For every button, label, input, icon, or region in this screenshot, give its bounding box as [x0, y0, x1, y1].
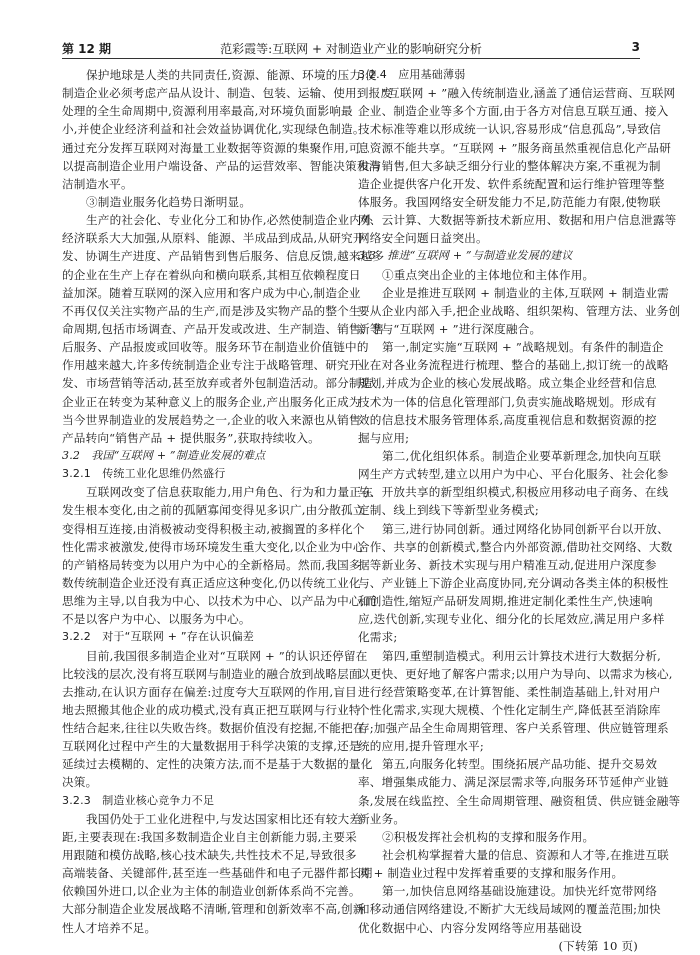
- line-text: “互联网 + ”融入传统制造业,涵盖了通信运营商、互联网: [382, 86, 676, 101]
- line-text: 与、产业链上下游企业高度协同,充分调动各类主体的积极性: [358, 575, 669, 590]
- line-text: 保护地球是人类的共同责任,资源、能源、环境的压力,使: [86, 68, 377, 82]
- line-text: 造企业提供客户化开发、软件系统配置和运行维护管理等整: [358, 176, 665, 191]
- text-line: [62, 610, 342, 628]
- text-line: [62, 302, 361, 320]
- text-line: [62, 139, 361, 157]
- text-line: [62, 574, 361, 592]
- line-text: 和移动通信网络建设,不断扩大无线局域网的覆盖范围;加快: [358, 902, 661, 917]
- line-text: 网 + 制造业过程中发挥着重要的支撑和服务作用。: [358, 866, 624, 881]
- issue-label: 第 12 期: [62, 42, 112, 56]
- line-text: 网、云计算、大数据等新技术新应用、数据和用户信息泄露等: [358, 213, 677, 228]
- line-text: 思维为主导,以自我为中心、以技术为中心、以产品为中心,而: [62, 594, 377, 609]
- line-text: 用跟随和模仿战略,核心技术缺失,共性技术不足,导致很多: [62, 848, 357, 863]
- text-line: [358, 211, 677, 229]
- line-text: 经济联系大大加强,从原料、能源、半成品到成品,从研究开: [62, 231, 365, 246]
- line-text: 比较浅的层次,没有将互联网与制造业的融合放到战略层面: [62, 666, 361, 681]
- text-line: [62, 520, 365, 538]
- line-text: 企业正在转变为某种意义上的服务企业,产出服务化正成为: [62, 394, 361, 409]
- text-line: [358, 520, 669, 538]
- line-text: 以提高制造企业用户端设备、产品的运营效率、智能决策和清: [62, 158, 381, 173]
- line-text: 条,发展在线监控、全生命周期管理、融资租赁、供应链金融等: [358, 793, 681, 808]
- text-line: [62, 701, 361, 719]
- line-text: 第三,进行协同创新。通过网络化协同创新平台以开放、: [382, 521, 669, 536]
- line-text: 小,并使企业经济利益和社会效益协调优化,实现绿色制造。: [62, 122, 365, 137]
- text-line: [358, 755, 658, 773]
- line-text: 社会机构掌握着大量的信息、资源和人才等,在推进互联: [382, 848, 669, 863]
- text-line: [62, 84, 393, 102]
- line-text: 互联网改变了信息获取能力,用户角色、行为和力量正在: [86, 485, 373, 500]
- line-text: 据等新业务、新技术实现与用户精准互动,促进用户深度参: [358, 557, 657, 572]
- line-text: 发生根本变化,由之前的孤陋寡闻变得见多识广,由分散孤立: [62, 503, 365, 518]
- text-line: [62, 211, 373, 229]
- text-line: [62, 120, 365, 138]
- line-text: 的产销格局转变为以用户为中心的全新格局。然而,我国多: [62, 557, 361, 572]
- line-text: 化需求;: [358, 630, 398, 645]
- line-text: 存;加强产品全生命周期管理、客户关系管理、供应链管理系: [358, 721, 669, 736]
- text-line: [358, 882, 658, 900]
- line-text: 3.2.1 传统工业化思维仍然盛行: [62, 467, 226, 481]
- line-text: 业在对各业务流程进行梳理、整合的基础上,拟订统一的战略: [358, 358, 669, 373]
- line-text: 性人才培养不足。: [62, 920, 157, 935]
- text-line: [358, 628, 638, 646]
- line-text: 互联网化过程中产生的大量数据用于科学决策的支撑,还是: [62, 739, 361, 754]
- line-text: 高端装备、关键部件,甚至连一些基础件和电子元器件都长期: [62, 866, 373, 881]
- text-line: [62, 810, 362, 828]
- text-line: [358, 556, 657, 574]
- text-line: [358, 302, 681, 320]
- line-text: 3.2.4 应用基础薄弱: [358, 68, 466, 81]
- line-text: 企业是推进互联网 + 制造业的主体,互联网 + 制造业需: [382, 285, 669, 300]
- line-text: 定制、线上到线下等新型业务模式;: [358, 503, 540, 518]
- right-column: [358, 66, 681, 955]
- text-line: [62, 284, 361, 302]
- line-text: 企业、制造企业等多个方面,由于各方对信息互联互通、接入: [358, 104, 669, 119]
- line-text: 第一,制定实施“互联网 + ”战略规划。有条件的制造企: [382, 340, 664, 355]
- text-line: [358, 320, 638, 338]
- text-line: [358, 338, 664, 356]
- text-line: [358, 447, 662, 465]
- line-text: 合作、共享的创新模式,整合内外部资源,借助社交网络、大数: [358, 539, 673, 554]
- line-text: 益加深。随着互联网的深入应用和客户成为中心,制造企业: [62, 285, 361, 300]
- line-text: 洁制造水平。: [62, 176, 133, 191]
- line-text: 决策。: [62, 775, 98, 790]
- line-text: 第四,重塑制造模式。利用云计算技术进行大数据分析,: [382, 648, 662, 663]
- subsection-heading: [62, 465, 342, 483]
- line-text: 命周期,包括市场调查、产品开发或改进、生产制造、销售、售: [62, 321, 385, 336]
- line-text: 延续过去模糊的、定性的决策方法,而不是基于大数据的量化: [62, 757, 373, 772]
- text-line: [62, 374, 373, 392]
- running-title: 范彩霞等:互联网 + 对制造业产业的影响研究分析: [220, 42, 482, 56]
- line-text: 新等与“互联网 + ”进行深度融合。: [358, 321, 542, 336]
- text-line: [358, 737, 638, 755]
- line-text: 制造企业必须考虑产品从设计、制造、包装、运输、使用到报废: [62, 86, 393, 101]
- line-text: 效的信息技术服务管理体系,高度重视信息和数据资源的挖: [358, 412, 657, 427]
- text-line: [358, 483, 669, 501]
- line-text: 第二,优化组织体系。制造企业要革新理念,加快向互联: [382, 448, 662, 463]
- text-line: [358, 919, 638, 953]
- line-text: 网生产方式转型,建立以用户为中心、平台化服务、社会化参: [358, 467, 669, 482]
- numbered-point: [358, 828, 638, 846]
- line-text: 发、协调生产进度、产品销售到售后服务、信息反馈,越来越多: [62, 249, 385, 264]
- line-text: 与、开放共享的新型组织模式,积极应用移动电子商务、在线: [358, 485, 669, 500]
- subsection-heading: [62, 628, 342, 646]
- line-text: 通过充分发挥互联网对海量工业数据等资源的集聚作用,可: [62, 140, 361, 155]
- text-line: [62, 846, 357, 864]
- line-text: 进行经营策略变革,在计算智能、柔性制造基础上,针对用户: [358, 684, 661, 699]
- page-number: 3: [631, 40, 640, 54]
- text-line: [358, 501, 638, 519]
- line-text: 依赖国外进口,以企业为主体的制造业创新体系尚不完善。: [62, 884, 361, 899]
- text-line: [62, 755, 373, 773]
- line-text: 变得相互连接,由消极被动变得积极主动,被搁置的多样化个: [62, 521, 365, 536]
- text-line: [358, 647, 662, 665]
- numbered-point: [358, 266, 638, 284]
- text-line: [62, 320, 385, 338]
- text-line: [358, 773, 669, 791]
- text-line: [62, 647, 368, 665]
- line-text: 技术为一体的信息化管理部门,负责实施战略规划。形成有: [358, 394, 657, 409]
- text-line: [358, 139, 671, 157]
- text-line: [358, 665, 673, 683]
- text-line: [62, 411, 361, 429]
- text-line: [358, 157, 661, 175]
- text-line: [358, 683, 661, 701]
- text-line: [358, 393, 657, 411]
- text-line: [62, 773, 342, 791]
- text-line: [62, 229, 365, 247]
- text-line: [358, 792, 681, 810]
- text-line: [62, 683, 357, 701]
- text-line: [62, 882, 361, 900]
- text-line: [62, 665, 361, 683]
- text-line: [62, 175, 342, 193]
- continuation-note: (下转第 10 页): [558, 938, 638, 953]
- line-text: 我国仍处于工业化进程中,与发达国家相比还有较大差: [86, 811, 362, 826]
- line-text: 3.3 推进“互联网 + ”与制造业发展的建议: [358, 249, 573, 263]
- running-header: [62, 40, 640, 59]
- text-line: [62, 266, 361, 284]
- text-line: [62, 501, 365, 519]
- line-text: 以更快、更好地了解客户需求;以用户为导向、以需求为核心,: [358, 666, 673, 681]
- line-text: 作用越来越大,许多传统制造企业专注于战略管理、研究开: [62, 358, 361, 373]
- line-text: 距,主要表现在:我国多数制造企业自主创新能力弱,主要采: [62, 829, 357, 844]
- text-line: [62, 429, 342, 447]
- line-text: 不再仅仅关注实物产品的生产,而是涉及实物产品的整个生: [62, 303, 361, 318]
- line-text: 优化数据中心、内容分发网络等应用基础设: [358, 920, 583, 935]
- line-text: 生产的社会化、专业化分工和协作,必然使制造企业内外: [86, 213, 373, 228]
- line-text: 去推动,在认识方面存在偏差:过度夸大互联网的作用,盲目: [62, 684, 357, 699]
- line-text: 产品转向“销售产品 + 提供服务”,获取持续收入。: [62, 430, 320, 445]
- line-text: 掘与应用;: [358, 430, 410, 445]
- text-line: [62, 157, 381, 175]
- text-line: [358, 810, 638, 828]
- text-line: [358, 900, 661, 918]
- line-text: 3.2.3 制造业核心竞争力不足: [62, 793, 215, 807]
- line-text: 率、增强集成能力、满足深层需求等,向服务环节延伸产业链: [358, 775, 669, 790]
- text-line: [358, 356, 669, 374]
- section-heading: [358, 247, 638, 265]
- text-line: [62, 828, 357, 846]
- line-text: 数传统制造企业还没有真正适应这种变化,仍以传统工业化: [62, 575, 361, 590]
- line-text: 目前,我国很多制造企业对“互联网 + ”的认识还停留在: [86, 648, 368, 663]
- text-line: [62, 247, 385, 265]
- line-text: 后服务、产品报废或回收等。服务环节在制造业价值链中的: [62, 340, 369, 355]
- line-text: 地去照搬其他企业的成功模式,没有真正把互联网与行业特: [62, 702, 361, 717]
- line-text: 个性化需求,实现大规模、个性化定制生产,降低甚至消除库: [358, 702, 661, 717]
- line-text: 处理的全生命周期中,资源利用率最高,对环境负面影响最: [62, 104, 353, 119]
- line-text: 的企业在生产上存在着纵向和横向联系,其相互依赖程度日: [62, 267, 361, 282]
- numbered-point: [62, 193, 342, 211]
- text-line: [62, 102, 353, 120]
- line-text: 统的应用,提升管理水平;: [358, 739, 484, 754]
- text-line: [358, 429, 638, 447]
- text-line: [62, 393, 361, 411]
- line-text: ②积极发挥社会机构的支撑和服务作用。: [382, 829, 595, 844]
- text-line: [62, 538, 365, 556]
- line-text: 发与销售,但大多缺乏细分行业的整体解决方案,不重视为制: [358, 158, 661, 173]
- line-text: 第五,向服务化转型。围绕拓展产品功能、提升交易效: [382, 757, 658, 772]
- text-line: [62, 919, 342, 937]
- line-text: 大部分制造企业发展战略不清晰,管理和创新效率不高,创新: [62, 902, 365, 917]
- text-line: [358, 538, 673, 556]
- text-line: [358, 120, 662, 138]
- line-text: 当今世界制造业的发展趋势之一,企业的收入来源也从销售: [62, 412, 361, 427]
- text-line: [358, 193, 661, 211]
- line-text: 体服务。我国网络安全研发能力不足,防范能力有限,使物联: [358, 194, 661, 209]
- line-text: 发、市场营销等活动,甚至放弃或者外包制造活动。部分制造: [62, 376, 373, 391]
- text-line: [62, 900, 365, 918]
- text-line: [358, 701, 661, 719]
- text-line: [358, 374, 657, 392]
- line-text: 性结合起来,往往以失败告终。数据价值没有挖掘,不能把在: [62, 721, 365, 736]
- text-line: [62, 356, 361, 374]
- line-text: 性化需求被激发,使得市场环境发生重大变化,以企业为中心: [62, 539, 365, 554]
- line-text: 不是以客户为中心、以服务为中心。: [62, 612, 251, 627]
- line-text: 网络安全问题日益突出。: [358, 231, 488, 246]
- text-line: [358, 84, 676, 102]
- line-text: 要从企业内部入手,把企业战略、组织架构、管理方法、业务创: [358, 303, 681, 318]
- text-line: [358, 229, 638, 247]
- line-text: 技术标准等难以形成统一认识,容易形成“信息孤岛”,导致信: [358, 122, 662, 137]
- section-heading: [62, 447, 342, 465]
- text-line: [358, 846, 669, 864]
- text-line: [358, 284, 669, 302]
- text-line: [358, 610, 665, 628]
- text-line: [358, 411, 657, 429]
- text-line: [358, 465, 669, 483]
- line-text: 3.2.2 对于“互联网 + ”存在认识偏差: [62, 630, 254, 644]
- text-line: [358, 719, 669, 737]
- subsection-heading: [358, 66, 638, 84]
- line-text: ③制造业服务化趋势日渐明显。: [86, 194, 252, 209]
- text-line: [358, 592, 653, 610]
- text-line: [358, 175, 665, 193]
- text-line: [358, 574, 669, 592]
- text-line: [62, 592, 377, 610]
- line-text: 和创造性,缩短产品研发周期,推进定制化柔性生产,快速响: [358, 594, 653, 609]
- text-line: [62, 66, 377, 84]
- text-line: [62, 719, 365, 737]
- subsection-heading: [62, 792, 342, 810]
- line-text: 息资源不能共享。“互联网 + ”服务商虽然重视信息化产品研: [358, 140, 671, 155]
- text-line: [62, 737, 361, 755]
- text-line: [62, 556, 361, 574]
- line-text: 规划,并成为企业的核心发展战略。成立集企业经营和信息: [358, 376, 657, 391]
- line-text: 第一,加快信息网络基础设施建设。加快光纤宽带网络: [382, 884, 658, 899]
- text-line: [62, 864, 373, 882]
- text-line: [62, 483, 373, 501]
- line-text: 3.2 我国“互联网 + ”制造业发展的难点: [62, 448, 266, 462]
- text-line: [358, 102, 669, 120]
- line-text: 新业务。: [358, 811, 406, 826]
- text-line: [62, 338, 369, 356]
- text-line: [358, 864, 638, 882]
- line-text: ①重点突出企业的主体地位和主体作用。: [382, 267, 595, 282]
- line-text: 应,迭代创新,实现专业化、细分化的长尾效应,满足用户多样: [358, 612, 665, 627]
